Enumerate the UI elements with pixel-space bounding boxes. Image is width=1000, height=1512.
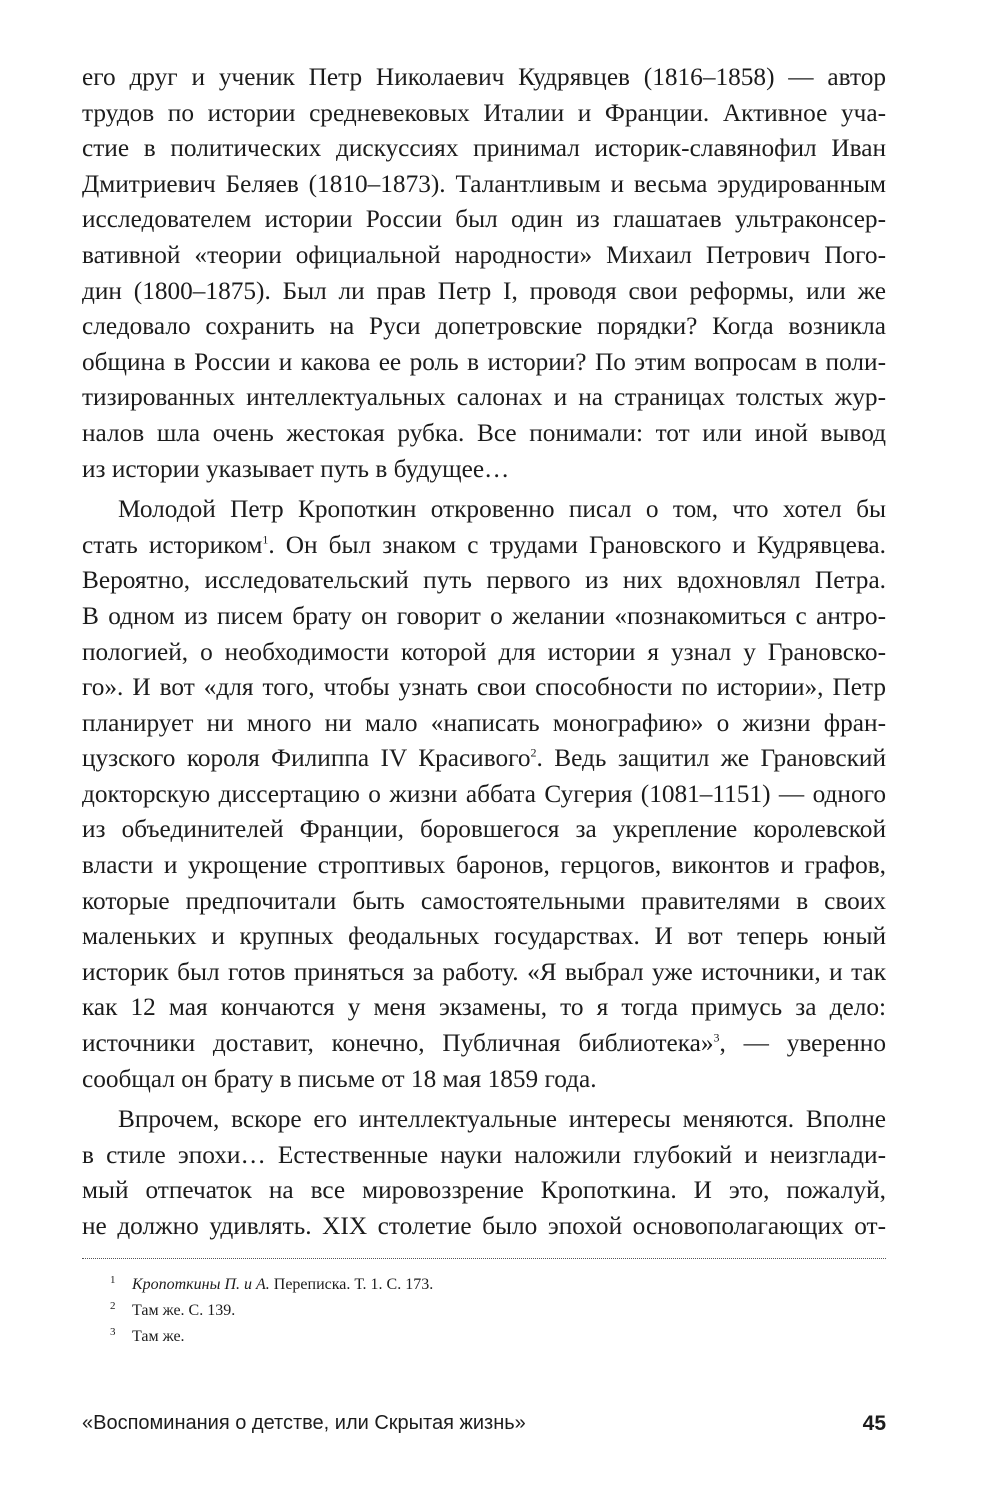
text-line: сообщал он брату в письме от 18 мая 1859 года. xyxy=(82,1064,597,1093)
text-line: историк был готов приняться за работу. «Я выбрал уже источники, и так xyxy=(82,957,886,986)
footnote-separator xyxy=(82,1258,886,1259)
footnote: 2 Там же. С. 139. xyxy=(110,1299,236,1319)
text-line: планирует ни много ни мало «написать монографию» о жизни фран- xyxy=(82,708,886,737)
text-line: стать историком$^1$. Он был знаком с трудами Грановского и Кудрявцева. xyxy=(82,530,886,559)
text-line: мый отпечаток на все мировоззрение Кропоткина. И это, пожалуй, xyxy=(82,1176,886,1205)
text-line: налов шла очень жестокая рубка. Все понимали: тот или иной вывод xyxy=(82,418,886,447)
text-line: Впрочем, вскоре его интеллектуальные интересы меняются. Вполне xyxy=(118,1105,886,1134)
text-line: цузского короля Филиппа IV Красивого$^2$. Ведь защитил же Грановский xyxy=(82,744,886,773)
text-line: которые предпочитали быть самостоятельными правителями в своих xyxy=(82,886,886,915)
footnote-ref[interactable]: 3 xyxy=(713,1030,720,1045)
text-line: его друг и ученик Петр Николаевич Кудрявцев (1816–1858) — автор xyxy=(82,63,886,91)
text-line: источники доставит, конечно, Публичная библиотека»$^3$, — уверенно xyxy=(82,1029,886,1058)
text-line: в стиле эпохи… Естественные науки наложили глубокий и неизглади- xyxy=(82,1140,886,1169)
text-line: стие в политических дискуссиях принимал историк-славянофил Иван xyxy=(82,134,886,163)
text-line: из объединителей Франции, боровшегося за укрепление королевской xyxy=(82,815,886,844)
text-line: Вероятно, исследовательский путь первого из них вдохновлял Петра. xyxy=(82,566,886,595)
text-line: Молодой Петр Кропоткин откровенно писал о том, что хотел бы xyxy=(118,495,886,524)
text-line: следовало сохранить на Руси допетровские порядки? Когда возникла xyxy=(82,312,886,341)
page-number: 45 xyxy=(862,1412,886,1435)
text-line: из истории указывает путь в будущее… xyxy=(82,454,510,483)
text-line: вативной «теории официальной народности» Михаил Петрович Пого- xyxy=(82,240,886,269)
text-line: дин (1800–1875). Был ли прав Петр I, проводя свои реформы, или же xyxy=(82,276,886,305)
text-line: как 12 мая кончаются у меня экзамены, то я тогда примусь за дело: xyxy=(82,993,886,1022)
text-line: докторскую диссертацию о жизни аббата Сугерия (1081–1151) — одного xyxy=(82,779,886,808)
text-line: исследователем истории России был один из глашатаев ультраконсер- xyxy=(82,205,886,234)
text-line: тизированных интеллектуальных салонах и на страницах толстых жур- xyxy=(82,383,886,412)
footnote-ref[interactable]: 1 xyxy=(262,532,269,547)
footnote-text: Там же. xyxy=(132,1328,185,1345)
text-line: маленьких и крупных феодальных государствах. И вот теперь юный xyxy=(82,922,886,951)
footnote: 3 Там же. xyxy=(110,1325,185,1345)
footnote-ref[interactable]: 2 xyxy=(530,745,537,760)
text-line: не должно удивлять. XIX столетие было эпохой основополагающих от- xyxy=(82,1212,886,1240)
footnote-text: Переписка. Т. 1. С. 173. xyxy=(269,1276,434,1293)
main-text xyxy=(82,60,886,1245)
footnote-text: Там же. С. 139. xyxy=(132,1302,236,1319)
text-line: власти и укрощение строптивых баронов, герцогов, виконтов и графов, xyxy=(82,851,886,880)
text-line: В одном из писем брату он говорит о желании «познакомиться с антро- xyxy=(82,601,886,630)
footnote-author: Кропоткины П. и А. xyxy=(132,1276,270,1293)
text-line: го». И вот «для того, чтобы узнать свои способности по истории», Петр xyxy=(82,673,886,702)
footnotes xyxy=(110,1272,810,1350)
text-line: трудов по истории средневековых Италии и Франции. Активное уча- xyxy=(82,98,886,127)
text-line: пологией, о необходимости которой для истории я узнал у Грановско- xyxy=(82,637,886,666)
footnote: 1 Кропоткины П. и А. Переписка. Т. 1. С. 173. xyxy=(110,1273,434,1293)
running-title: «Воспоминания о детстве, или Скрытая жизнь» xyxy=(82,1412,526,1434)
text-line: Дмитриевич Беляев (1810–1873). Талантливым и весьма эрудированным xyxy=(82,169,886,198)
text-line: община в России и какова ее роль в истории? По этим вопросам в поли- xyxy=(82,347,886,376)
